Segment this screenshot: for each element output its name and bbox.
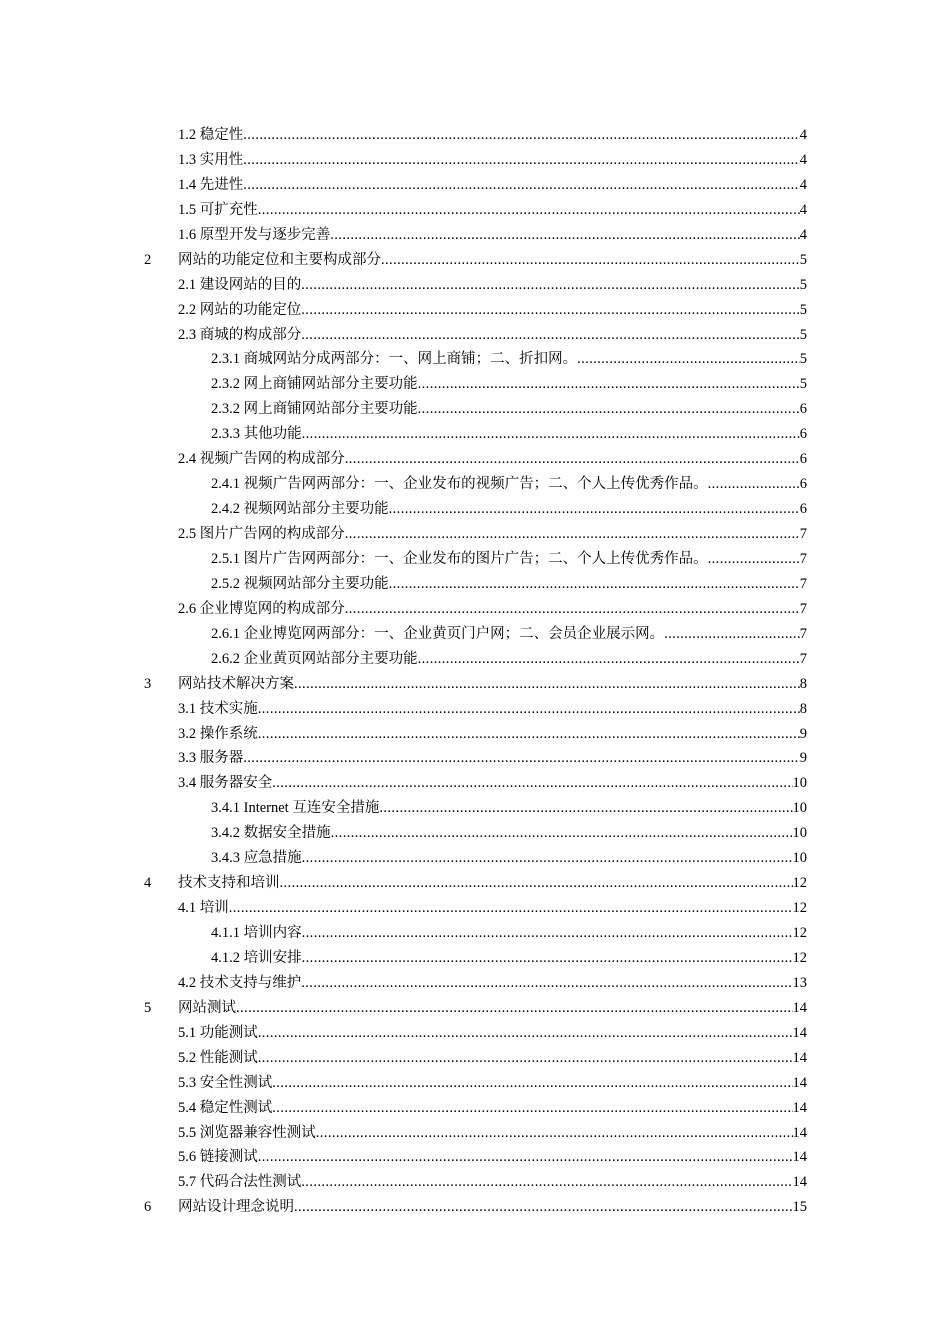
toc-entry[interactable]	[0, 846, 950, 871]
toc-page-number: 5	[799, 276, 807, 293]
toc-entry-line	[178, 1071, 807, 1096]
dot-leader	[301, 971, 792, 996]
toc-entry[interactable]	[0, 996, 950, 1021]
toc-page-number: 4	[799, 226, 807, 243]
toc-entry[interactable]	[0, 497, 950, 522]
toc-entry-title: 2.4 视频广告网的构成部分	[178, 451, 345, 468]
toc-page-number: 6	[799, 401, 807, 418]
toc-entry[interactable]	[0, 771, 950, 796]
toc-entry-line	[178, 198, 807, 223]
toc-entry-title: 2.5.2 视频网站部分主要功能	[211, 575, 389, 592]
toc-entry[interactable]	[0, 323, 950, 348]
toc-entry-title: 5.6 链接测试	[178, 1149, 258, 1166]
toc-entry[interactable]	[0, 1170, 950, 1195]
toc-entry-title: 网站测试	[178, 999, 236, 1016]
toc-page-number: 12	[792, 875, 807, 892]
toc-entry[interactable]	[0, 123, 950, 148]
toc-entry[interactable]	[0, 1071, 950, 1096]
dot-leader	[316, 1121, 793, 1146]
toc-entry-line	[211, 821, 807, 846]
dot-leader	[272, 1096, 792, 1121]
dot-leader	[272, 771, 792, 796]
toc-entry-title: 技术支持和培训	[178, 875, 280, 892]
toc-entry[interactable]	[0, 422, 950, 447]
toc-page-number: 6	[799, 426, 807, 443]
dot-leader	[330, 223, 800, 248]
dot-leader	[418, 372, 800, 397]
dot-leader	[294, 1195, 793, 1220]
toc-page-number: 7	[799, 550, 807, 567]
toc-entry-line	[211, 921, 807, 946]
dot-leader	[243, 746, 800, 771]
toc-entry-title: 网站的功能定位和主要构成部分	[178, 251, 381, 268]
toc-entry-line	[178, 1170, 807, 1195]
toc-entry-line	[178, 447, 807, 472]
toc-page-number: 12	[792, 949, 807, 966]
dot-leader	[258, 198, 800, 223]
toc-entry-line	[211, 372, 807, 397]
toc-entry-title: 4.1.2 培训安排	[211, 949, 302, 966]
toc-entry-line	[178, 1046, 807, 1071]
dot-leader	[302, 946, 793, 971]
dot-leader	[345, 447, 800, 472]
toc-page-number: 5	[799, 326, 807, 343]
dot-leader	[331, 821, 793, 846]
toc-page-number: 15	[792, 1199, 807, 1216]
toc-entry-title: 网站设计理念说明	[178, 1199, 294, 1216]
toc-entry[interactable]	[0, 347, 950, 372]
dot-leader	[345, 522, 800, 547]
toc-entry-line	[178, 223, 807, 248]
toc-entry[interactable]	[0, 821, 950, 846]
toc-entry-line	[178, 1145, 807, 1170]
dot-leader	[258, 1046, 793, 1071]
toc-entry-title: 2.4.1 视频广告网两部分：一、企业发布的视频广告；二、个人上传优秀作品。	[211, 476, 708, 493]
toc-entry-line	[178, 1121, 807, 1146]
dot-leader	[379, 796, 792, 821]
toc-page-number: 13	[792, 974, 807, 991]
dot-leader	[381, 248, 800, 273]
toc-entry-title: 1.2 稳定性	[178, 127, 244, 143]
toc-entry-line	[178, 522, 807, 547]
dot-leader	[418, 397, 800, 422]
toc-entry-title: 3.2 操作系统	[178, 725, 258, 742]
toc-entry[interactable]	[0, 946, 950, 971]
toc-page-number: 5	[799, 376, 807, 393]
toc-page-number: 10	[792, 850, 807, 867]
toc-entry-line	[178, 1096, 807, 1121]
toc-page-number: 5	[799, 351, 807, 368]
toc-entry-line	[211, 397, 807, 422]
toc-entry[interactable]	[0, 173, 950, 198]
toc-entry-title: 网站技术解决方案	[178, 675, 294, 692]
toc-entry-title: 2.3.3 其他功能	[211, 426, 302, 443]
toc-chapter-number: 3	[144, 675, 152, 692]
toc-entry-title: 2.2 网站的功能定位	[178, 301, 302, 318]
toc-page-number: 7	[799, 625, 807, 642]
dot-leader	[258, 722, 800, 747]
toc-entry-title: 1.6 原型开发与逐步完善	[178, 226, 331, 243]
toc-entry-line	[178, 697, 807, 722]
toc-entry-line	[178, 123, 807, 148]
toc-page-number: 14	[792, 1149, 807, 1166]
dot-leader	[301, 323, 800, 348]
toc-page-number: 4	[799, 201, 807, 218]
toc-entry-title: 1.5 可扩充性	[178, 201, 258, 218]
toc-entry-line	[211, 347, 807, 372]
toc-chapter-number: 5	[144, 999, 152, 1016]
toc-entry-title: 3.1 技术实施	[178, 700, 258, 717]
toc-entry-line	[178, 996, 807, 1021]
toc-entry-line	[178, 323, 807, 348]
toc-entry[interactable]	[0, 572, 950, 597]
toc-entry[interactable]	[0, 672, 950, 697]
dot-leader	[229, 896, 793, 921]
toc-entry[interactable]	[0, 522, 950, 547]
toc-entry-line	[178, 148, 807, 173]
dot-leader	[236, 996, 793, 1021]
toc-entry[interactable]	[0, 547, 950, 572]
dot-leader	[243, 123, 800, 148]
toc-entry-line	[211, 946, 807, 971]
toc-page-number: 7	[799, 575, 807, 592]
toc-page-number: 10	[792, 800, 807, 817]
dot-leader	[389, 572, 800, 597]
toc-entry-title: 2.4.2 视频网站部分主要功能	[211, 501, 389, 518]
toc-entry-title: 2.5.1 图片广告网两部分：一、企业发布的图片广告；二、个人上传优秀作品。	[211, 550, 708, 567]
toc-entry-title: 2.3 商城的构成部分	[178, 326, 302, 343]
dot-leader	[708, 547, 800, 572]
toc-page-number: 14	[792, 1049, 807, 1066]
toc-entry-title: 4.1 培训	[178, 900, 229, 917]
toc-entry[interactable]	[0, 597, 950, 622]
toc-entry-line	[178, 248, 807, 273]
toc-entry[interactable]	[0, 1121, 950, 1146]
toc-page-number: 10	[792, 775, 807, 792]
dot-leader	[708, 472, 800, 497]
toc-entry-line	[178, 746, 807, 771]
dot-leader	[577, 347, 800, 372]
toc-page-number: 5	[799, 301, 807, 318]
toc-entry-line	[178, 597, 807, 622]
toc-chapter-number: 6	[144, 1199, 152, 1216]
toc-entry[interactable]	[0, 447, 950, 472]
toc-entry[interactable]	[0, 248, 950, 273]
toc-entry-line	[178, 1021, 807, 1046]
toc-entry[interactable]	[0, 223, 950, 248]
toc-entry[interactable]	[0, 746, 950, 771]
toc-entry[interactable]	[0, 273, 950, 298]
toc-entry[interactable]	[0, 397, 950, 422]
toc-page-number: 5	[799, 251, 807, 268]
toc-entry-line	[211, 547, 807, 572]
dot-leader	[258, 1145, 793, 1170]
toc-page-number: 4	[799, 176, 807, 193]
toc-entry-line	[211, 796, 807, 821]
toc-entry[interactable]	[0, 896, 950, 921]
toc-entry[interactable]	[0, 472, 950, 497]
toc-entry-line	[178, 722, 807, 747]
toc-page-number: 8	[799, 700, 807, 717]
dot-leader	[418, 647, 800, 672]
toc-entry[interactable]	[0, 1145, 950, 1170]
toc-page-number: 4	[799, 151, 807, 168]
toc-entry-line	[178, 871, 807, 896]
toc-entry[interactable]	[0, 1096, 950, 1121]
toc-page-number: 6	[799, 476, 807, 493]
dot-leader	[345, 597, 800, 622]
toc-entry-title: 2.6.2 企业黄页网站部分主要功能	[211, 650, 418, 667]
toc-page-number: 6	[799, 501, 807, 518]
dot-leader	[301, 298, 800, 323]
toc-entry-title: 5.3 安全性测试	[178, 1074, 273, 1091]
toc-chapter-number: 4	[144, 875, 152, 892]
dot-leader	[664, 622, 800, 647]
toc-entry-title: 5.2 性能测试	[178, 1049, 258, 1066]
dot-leader	[301, 273, 800, 298]
toc-entry[interactable]	[0, 871, 950, 896]
toc-page-number: 7	[799, 526, 807, 542]
dot-leader	[389, 497, 800, 522]
toc-entry-line	[211, 497, 807, 522]
toc-page-number: 9	[799, 725, 807, 742]
toc-page-number: 10	[792, 825, 807, 842]
toc-entry-title: 5.1 功能测试	[178, 1024, 258, 1041]
dot-leader	[258, 1021, 793, 1046]
table-of-contents	[0, 123, 950, 1220]
toc-entry[interactable]	[0, 796, 950, 821]
toc-entry-line	[178, 896, 807, 921]
toc-entry-title: 5.5 浏览器兼容性测试	[178, 1124, 316, 1141]
toc-entry[interactable]	[0, 647, 950, 672]
toc-entry[interactable]	[0, 1021, 950, 1046]
dot-leader	[302, 846, 793, 871]
toc-entry-line	[178, 672, 807, 697]
toc-entry-title: 4.1.1 培训内容	[211, 925, 302, 941]
toc-entry-title: 5.7 代码合法性测试	[178, 1174, 302, 1191]
toc-entry[interactable]	[0, 1046, 950, 1071]
toc-entry-title: 2.6.1 企业博览网两部分：一、企业黄页门户网；二、会员企业展示网。	[211, 625, 665, 642]
toc-page-number: 7	[799, 600, 807, 617]
toc-entry-line	[178, 771, 807, 796]
toc-page-number: 12	[792, 925, 807, 941]
toc-entry-title: 2.1 建设网站的目的	[178, 276, 302, 293]
toc-entry-title: 3.3 服务器	[178, 750, 244, 767]
toc-entry[interactable]	[0, 298, 950, 323]
toc-entry-line	[178, 1195, 807, 1220]
toc-page-number: 7	[799, 650, 807, 667]
toc-entry-title: 2.6 企业博览网的构成部分	[178, 600, 345, 617]
dot-leader	[294, 672, 800, 697]
toc-entry-line	[178, 971, 807, 996]
toc-page-number: 14	[792, 1099, 807, 1116]
toc-entry-line	[178, 298, 807, 323]
toc-entry[interactable]	[0, 372, 950, 397]
toc-entry-title: 2.3.1 商城网站分成两部分：一、网上商铺；二、折扣网。	[211, 351, 578, 368]
toc-entry-line	[178, 173, 807, 198]
toc-entry[interactable]	[0, 198, 950, 223]
toc-entry-title: 4.2 技术支持与维护	[178, 974, 302, 991]
toc-entry-title: 2.3.2 网上商铺网站部分主要功能	[211, 401, 418, 418]
toc-entry[interactable]	[0, 722, 950, 747]
toc-entry-title: 5.4 稳定性测试	[178, 1099, 273, 1116]
dot-leader	[302, 422, 800, 447]
toc-entry[interactable]	[0, 1195, 950, 1220]
toc-entry-line	[211, 572, 807, 597]
toc-entry-line	[211, 422, 807, 447]
toc-entry[interactable]	[0, 921, 950, 946]
dot-leader	[272, 1071, 792, 1096]
toc-page-number: 12	[792, 900, 807, 917]
toc-entry[interactable]	[0, 697, 950, 722]
toc-chapter-number: 2	[144, 251, 152, 268]
toc-entry-line	[178, 273, 807, 298]
toc-page-number: 14	[792, 1074, 807, 1091]
toc-entry-title: 3.4.3 应急措施	[211, 850, 302, 867]
dot-leader	[258, 697, 800, 722]
toc-entry-line	[211, 647, 807, 672]
toc-entry[interactable]	[0, 148, 950, 173]
toc-page-number: 4	[799, 127, 807, 143]
toc-entry-line	[211, 622, 807, 647]
toc-entry-title: 3.4.2 数据安全措施	[211, 825, 331, 842]
toc-page-number: 9	[799, 750, 807, 767]
toc-page-number: 14	[792, 999, 807, 1016]
toc-entry-title: 2.3.2 网上商铺网站部分主要功能	[211, 376, 418, 393]
dot-leader	[301, 1170, 792, 1195]
toc-entry-title: 1.3 实用性	[178, 151, 244, 168]
toc-entry-line	[211, 846, 807, 871]
toc-page-number: 14	[792, 1124, 807, 1141]
toc-page-number: 14	[792, 1024, 807, 1041]
dot-leader	[280, 871, 793, 896]
dot-leader	[302, 921, 793, 946]
toc-entry-line	[211, 472, 807, 497]
dot-leader	[243, 148, 800, 173]
toc-page-number: 6	[799, 451, 807, 468]
toc-page-number: 14	[792, 1174, 807, 1191]
toc-page-number: 8	[799, 675, 807, 692]
toc-entry[interactable]	[0, 622, 950, 647]
toc-entry-title: 3.4 服务器安全	[178, 775, 273, 792]
toc-entry-title: 2.5 图片广告网的构成部分	[178, 526, 345, 542]
dot-leader	[243, 173, 800, 198]
toc-entry[interactable]	[0, 971, 950, 996]
toc-entry-title: 3.4.1 Internet 互连安全措施	[211, 800, 380, 817]
toc-entry-title: 1.4 先进性	[178, 176, 244, 193]
